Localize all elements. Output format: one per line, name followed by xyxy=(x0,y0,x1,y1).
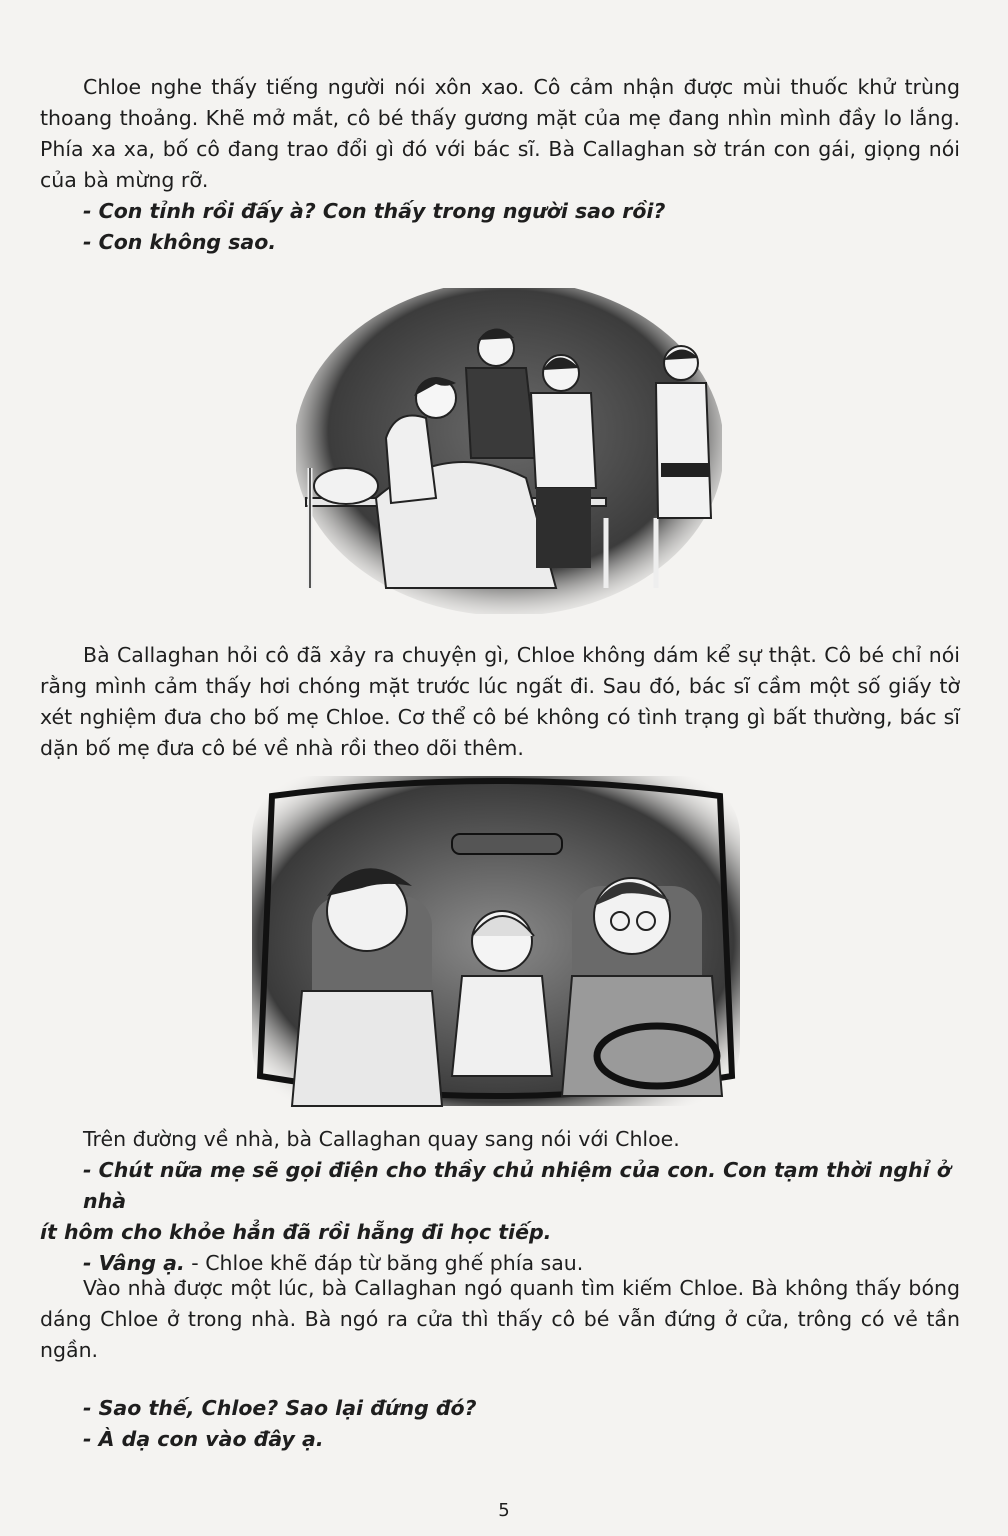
dialog-line: - Chút nữa mẹ sẽ gọi điện cho thầy chủ nhiệm của con. Con tạm thời nghỉ ở nhà xyxy=(83,1158,951,1213)
section-2 xyxy=(40,640,960,764)
section-1 xyxy=(40,72,960,258)
dialog-line: - Con không sao. xyxy=(83,230,277,254)
page-number: 5 xyxy=(498,1500,510,1521)
dialog-speech: - Vâng ạ. xyxy=(83,1251,185,1275)
dialog-line-continuation: ít hôm cho khỏe hẳn đã rồi hẵng đi học tiếp. xyxy=(40,1220,552,1244)
section-4 xyxy=(40,1273,960,1366)
dialog-narration: - Chloe khẽ đáp từ băng ghế phía sau. xyxy=(184,1251,584,1275)
family-in-car-illustration xyxy=(252,776,740,1116)
paragraph-4: Vào nhà được một lúc, bà Callaghan ngó quanh tìm kiếm Chloe. Bà không thấy bóng dáng Chloe ở trong nhà. Bà ngó ra cửa thì thấy cô bé vẫn đứng ở cửa, trông có vẻ tần ngần. xyxy=(40,1276,960,1362)
paragraph-3: Trên đường về nhà, bà Callaghan quay sang nói với Chloe. xyxy=(83,1127,680,1151)
section-3 xyxy=(40,1124,960,1279)
dialog-line: - Con tỉnh rồi đấy à? Con thấy trong người sao rồi? xyxy=(83,199,666,223)
paragraph-1: Chloe nghe thấy tiếng người nói xôn xao. Cô cảm nhận được mùi thuốc khử trùng thoang thoảng. Khẽ mở mắt, cô bé thấy gương mặt của mẹ đang nhìn mình đầy lo lắng. Phía xa xa, bố cô đang trao đổi gì đó với bác sĩ. Bà Callaghan sờ trán con gái, giọng nói của bà mừng rỡ. xyxy=(40,75,960,192)
dialog-line: - Sao thế, Chloe? Sao lại đứng đó? xyxy=(83,1396,477,1420)
hospital-bed-scene-illustration xyxy=(296,288,722,614)
section-4-dialog xyxy=(40,1393,960,1455)
paragraph-2: Bà Callaghan hỏi cô đã xảy ra chuyện gì, Chloe không dám kể sự thật. Cô bé chỉ nói rằng mình cảm thấy hơi chóng mặt trước lúc ngất đi. Sau đó, bác sĩ cầm một số giấy tờ xét nghiệm đưa cho bố mẹ Chloe. Cơ thể cô bé không có tình trạng gì bất thường, bác sĩ dặn bố mẹ đưa cô bé về nhà rồi theo dõi thêm. xyxy=(40,643,960,760)
dialog-line: - À dạ con vào đây ạ. xyxy=(83,1427,324,1451)
